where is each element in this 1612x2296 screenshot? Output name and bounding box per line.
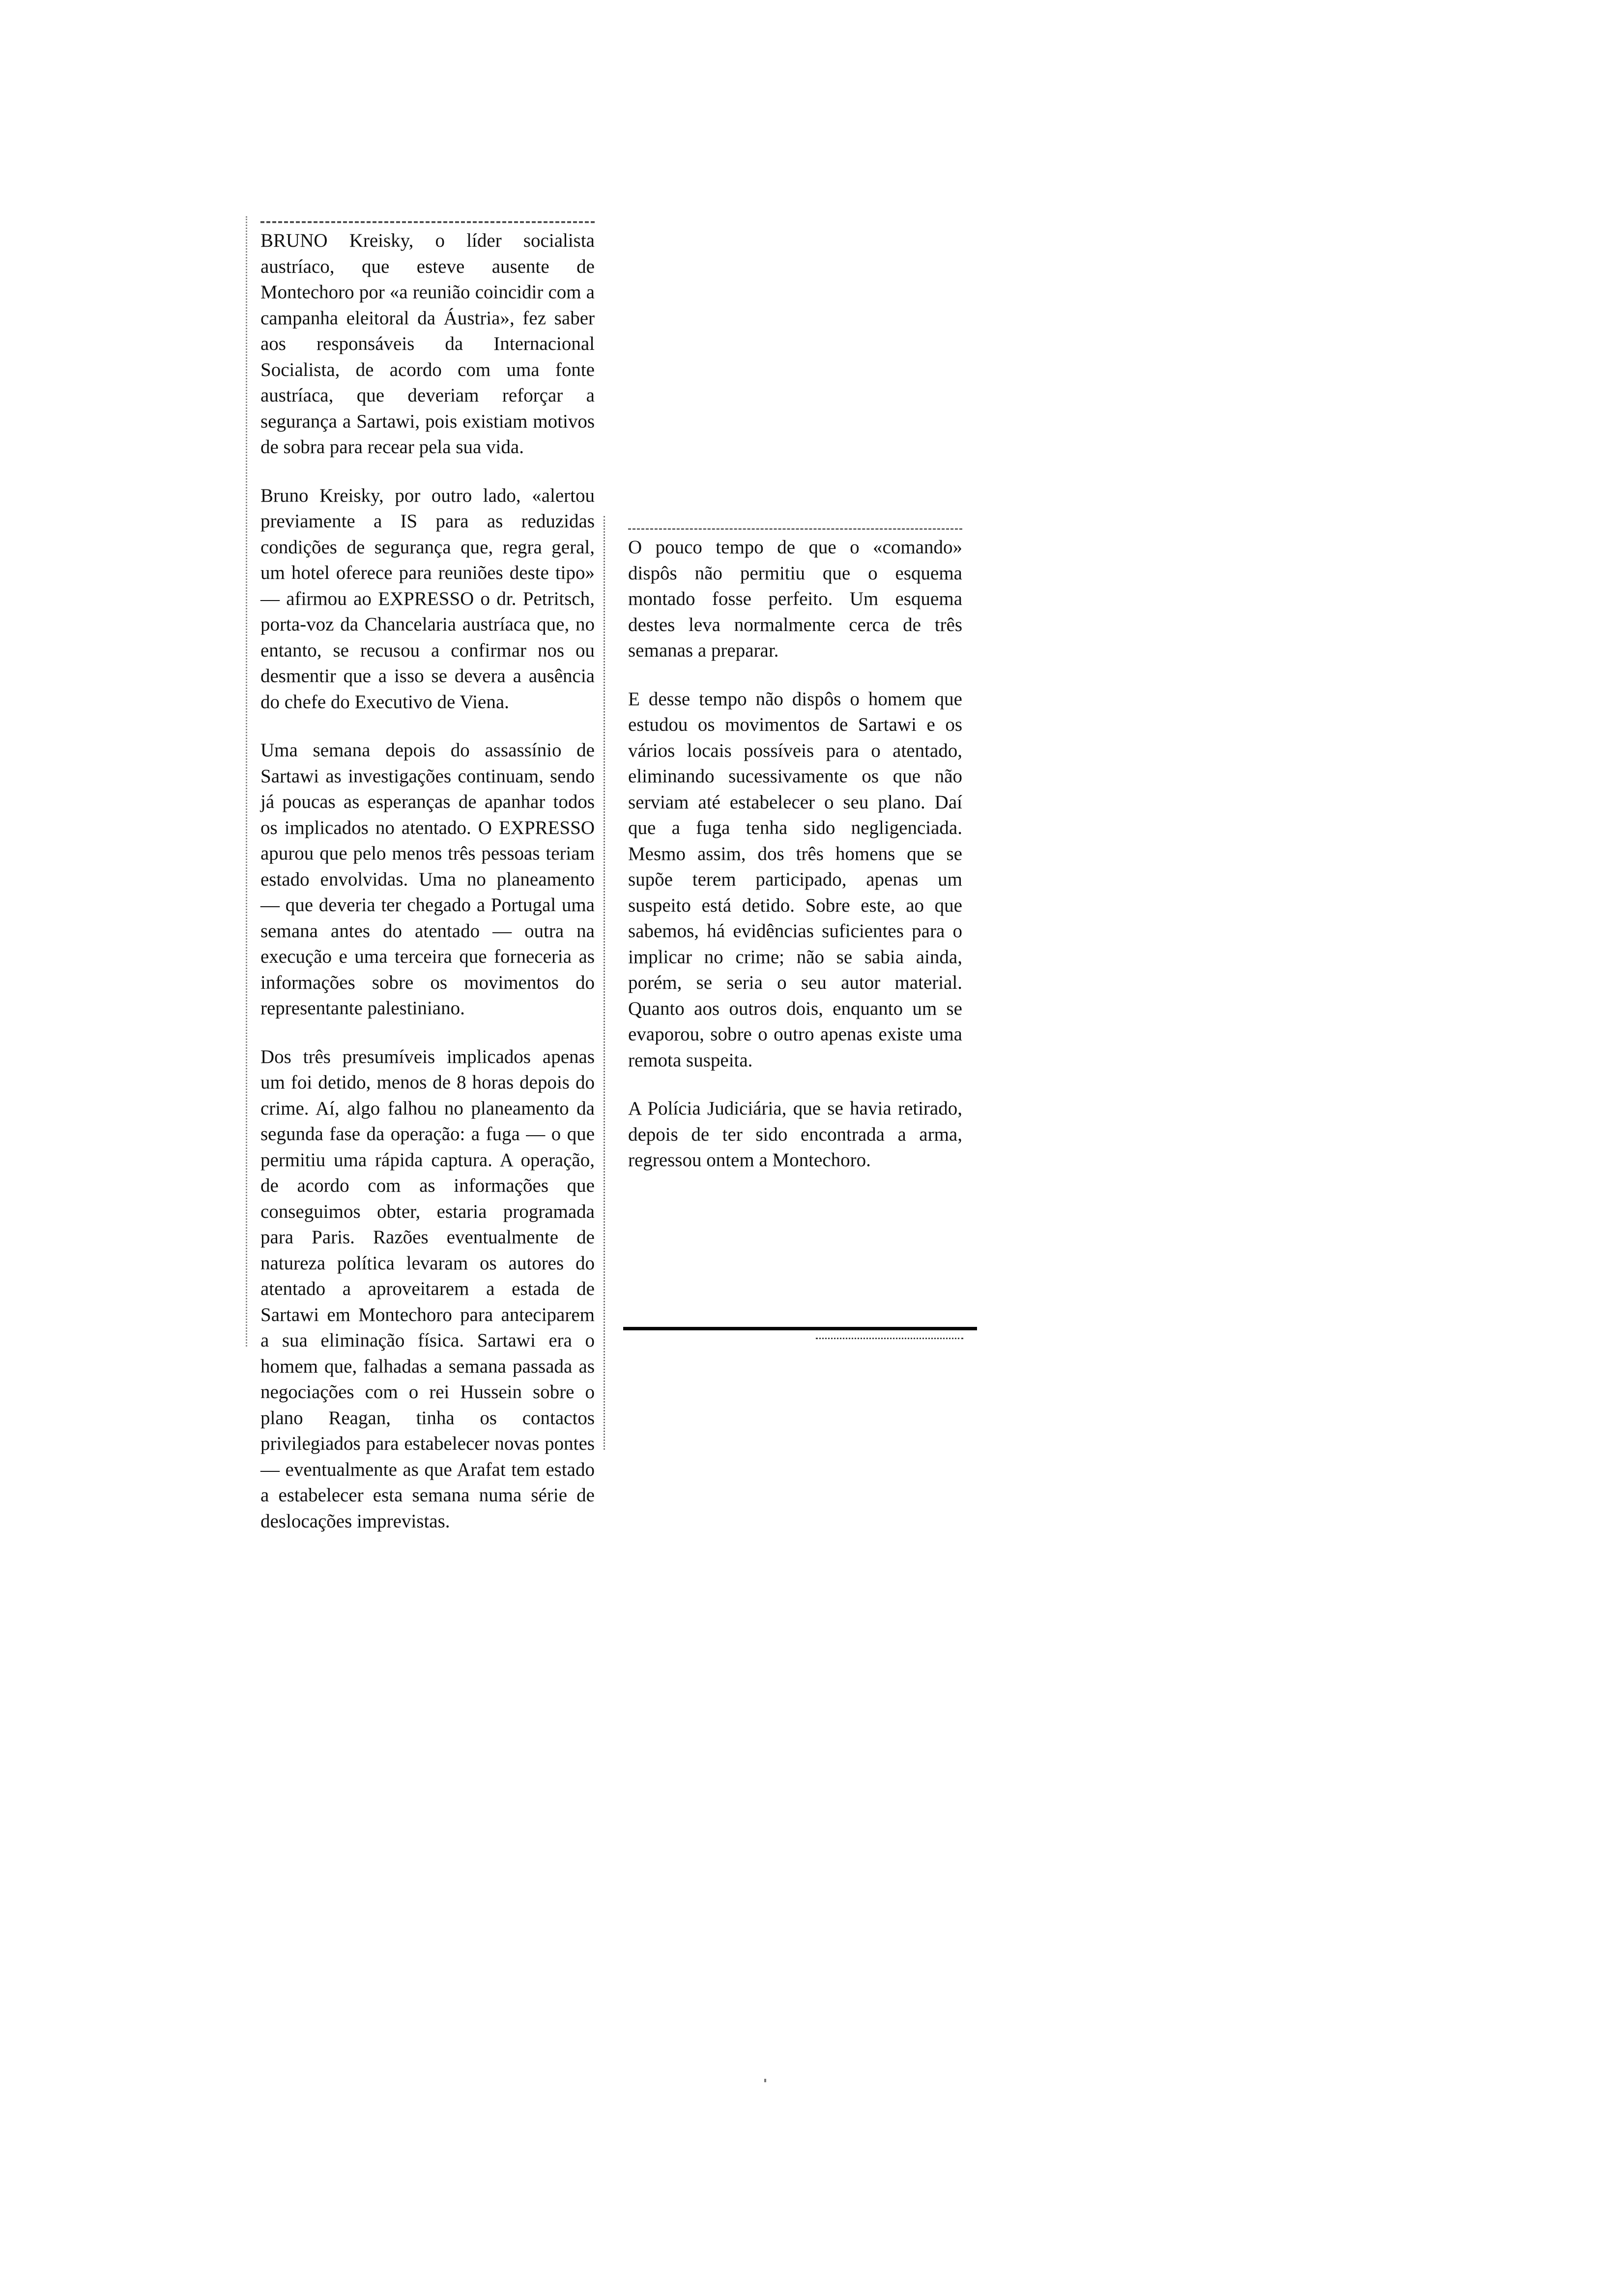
paragraph: O pouco tempo de que o «comando» dispôs não permitiu que o esquema montado fosse perfeito. Um esquema destes leva normalmente cerca de três semanas a preparar. <box>628 537 962 661</box>
end-rule <box>623 1327 977 1330</box>
paragraph: Dos três presumíveis implicados apenas um foi detido, menos de 8 horas depois do crime. Aí, algo falhou no planeamento da segunda fase da operação: a fuga — o que permitiu uma rápida captura. A operação, de acordo com as informações que conseguimos obter, estaria programada para Paris. Razões eventualmente de natureza política levaram os autores do atentado a aproveitarem a estada de Sartawi em Montechoro para anteciparem a sua eliminação física. Sartawi era o homem que, falhadas a semana passada as negociações com o rei Hussein sobre o plano Reagan, tinha os contactos privilegiados para estabelecer novas pontes — eventualmente as que Arafat tem estado a estabelecer esta semana numa série de deslocações imprevistas. <box>260 1046 595 1532</box>
column-divider <box>604 516 605 1450</box>
scan-edge-marks <box>246 216 247 1347</box>
end-rule-faint <box>816 1338 963 1341</box>
scan-speck <box>764 2079 766 2082</box>
paragraph: A Polícia Judiciária, que se havia retirado, depois de ter sido encontrada a arma, regressou ontem a Montechoro. <box>628 1098 962 1171</box>
paragraph: Uma semana depois do assassínio de Sartawi as investigações continuam, sendo já poucas as esperanças de apanhar todos os implicados no atentado. O EXPRESSO apurou que pelo menos três pessoas teriam estado envolvidas. Uma no planeamento — que deveria ter chegado a Portugal uma semana antes do atentado — outra na execução e uma terceira que forneceria as informações sobre os movimentos do representante palestiniano. <box>260 740 595 1019</box>
newspaper-column-right <box>628 528 962 1196</box>
paragraph: Bruno Kreisky, por outro lado, «alertou previamente a IS para as reduzidas condições de segurança que, regra geral, um hotel oferece para reuniões deste tipo» — afirmou ao EXPRESSO o dr. Petritsch, porta-voz da Chancelaria austríaca que, no entanto, se recusou a confirmar nos ou desmentir que a isso se devera a ausência do chefe do Executivo de Viena. <box>260 485 595 713</box>
newspaper-column-left <box>260 221 595 1557</box>
paragraph: E desse tempo não dispôs o homem que estudou os movimentos de Sartawi e os vários locais possíveis para o atentado, eliminando sucessivamente os que não serviam até estabelecer o seu plano. Daí que a fuga tenha sido negligenciada. Mesmo assim, dos três homens que se supõe terem participado, apenas um suspeito está detido. Sobre este, ao que sabemos, há evidências suficientes para o implicar no crime; não se sabia ainda, porém, se seria o seu autor material. Quanto aos outros dois, enquanto um se evaporou, sobre o outro apenas existe uma remota suspeita. <box>628 688 962 1071</box>
paragraph: BRUNO Kreisky, o líder socialista austríaco, que esteve ausente de Montechoro por «a reunião coincidir com a campanha eleitoral da Áustria», fez saber aos responsáveis da Internacional Socialista, de acordo com uma fonte austríaca, que deveriam reforçar a segurança a Sartawi, pois existiam motivos de sobra para recear pela sua vida. <box>260 230 595 458</box>
